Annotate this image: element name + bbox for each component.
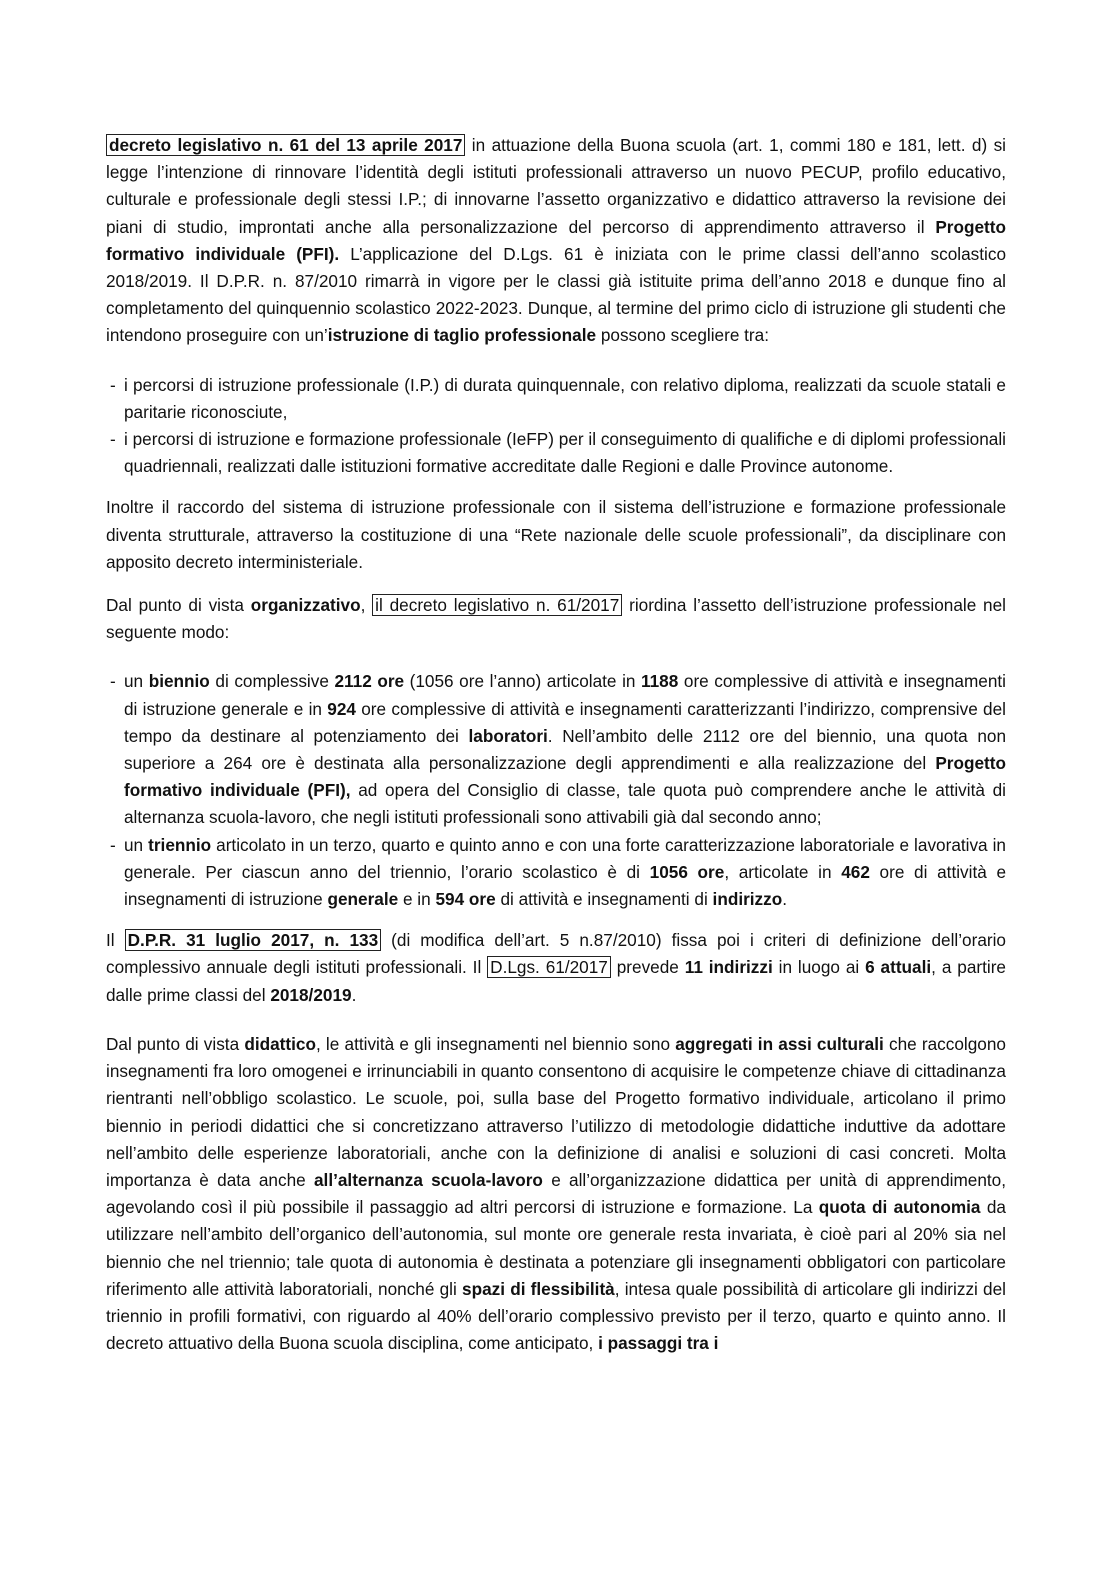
structure-list — [106, 668, 1006, 913]
list-item-triennio: - un triennio articolato in un terzo, quarto e quinto anno e con una forte caratterizzazione laboratoriale e lavorativa in generale. Per ciascun anno del triennio, l’orario scolastico è di 1056 ore, articolate in 462 ore di attività e insegnamenti di istruzione generale e in 594 ore di attività e insegnamenti di indirizzo. — [124, 832, 1006, 914]
options-list — [106, 372, 1006, 481]
boxed-reference: D.P.R. 31 luglio 2017, n. 133 — [125, 929, 381, 951]
paragraph-didattico: Dal punto di vista didattico, le attività e gli insegnamenti nel biennio sono aggregati in assi culturali che raccolgono insegnamenti fra loro omogenei e irrinunciabili in quanto consentono di acquisire le competenze chiave di cittadinanza rientranti nell’obbligo scolastico. Le scuole, poi, sulla base del Progetto formativo individuale, articolano il primo biennio in periodi didattici che si concretizzano attraverso l’utilizzo di metodologie didattiche induttive da adottare nell’ambito delle esperienze laboratoriali, anche con la definizione di analisi e soluzioni di casi concreti. Molta importanza è data anche all’alternanza scuola-lavoro e all’organizzazione didattica per unità di apprendimento, agevolando così il più possibile il passaggio ad altri percorsi di istruzione e formazione. La quota di autonomia da utilizzare nell’ambito dell’organico dell’autonomia, sul monte ore generale resta invariata, è cioè pari al 20% sia nel biennio che nel triennio; tale quota di autonomia è destinata a potenziare gli insegnamenti obbligatori con particolare riferimento alle attività laboratoriali, nonché gli spazi di flessibilità, intesa quale possibilità di articolare gli indirizzi del triennio in profili formativi, con riguardo al 40% dell’orario complessivo previsto per il terzo, quarto e quinto anno. Il decreto attuativo della Buona scuola disciplina, come anticipato, i passaggi tra i — [106, 1033, 1006, 1354]
boxed-reference: il decreto legislativo n. 61/2017 — [372, 594, 622, 616]
paragraph-intro: decreto legislativo n. 61 del 13 aprile 2017 in attuazione della Buona scuola (art. 1, commi 180 e 181, lett. d) si legge l’intenzione di rinnovare l’identità degli istituti professionali attraverso un nuovo PECUP, profilo educativo, culturale e professionale degli stessi I.P.; di innovarne l’assetto organizzativo e didattico attraverso la revisione dei piani di studio, improntati anche alla personalizzazione del percorso di apprendimento attraverso il Progetto formativo individuale (PFI). L’applicazione del D.Lgs. 61 è iniziata con le prime classi dell’anno scolastico 2018/2019. Il D.P.R. n. 87/2010 rimarrà in vigore per le classi già istituite prima dell’anno 2018 e dunque fino al completamento del quinquennio scolastico 2022-2023. Dunque, al termine del primo ciclo di istruzione gli studenti che intendono proseguire con un’istruzione di taglio professionale possono scegliere tra: — [106, 135, 1007, 346]
paragraph-dpr: Il D.P.R. 31 luglio 2017, n. 133 (di modifica dell’art. 5 n.87/2010) fissa poi i criteri di definizione dell’orario complessivo annuale degli istituti professionali. Il D.Lgs. 61/2017 prevede 11 indirizzi in luogo ai 6 attuali, a partire dalle prime classi del 2018/2019. — [106, 930, 1006, 1005]
list-item-biennio: - un biennio di complessive 2112 ore (1056 ore l’anno) articolate in 1188 ore complessive di attività e insegnamenti di istruzione generale e in 924 ore complessive di attività e insegnamenti caratterizzanti l’indirizzo, comprensive del tempo da destinare al potenziamento dei laboratori. Nell’ambito delle 2112 ore del biennio, una quota non superiore a 264 ore è destinata alla personalizzazione degli apprendimenti e alla realizzazione del Progetto formativo individuale (PFI), ad opera del Consiglio di classe, tale quota può comprendere anche le attività di alternanza scuola-lavoro, che negli istituti professionali sono attivabili già dal secondo anno; — [124, 668, 1006, 831]
list-item: - i percorsi di istruzione e formazione professionale (IeFP) per il conseguimento di qualifiche e di diplomi professionali quadriennali, realizzati dalle istituzioni formative accreditate dalle Regioni e dalle Province autonome. — [124, 426, 1006, 480]
list-item: - i percorsi di istruzione professionale (I.P.) di durata quinquennale, con relativo diploma, realizzati da scuole statali e paritarie riconosciute, — [124, 372, 1006, 426]
paragraph-organizzativo: Dal punto di vista organizzativo, il decreto legislativo n. 61/2017 riordina l’assetto dell’istruzione professionale nel seguente modo: — [106, 595, 1006, 643]
boxed-reference: decreto legislativo n. 61 del 13 aprile 2017 — [106, 134, 465, 156]
paragraph-rete: Inoltre il raccordo del sistema di istruzione professionale con il sistema dell’istruzione e formazione professionale diventa strutturale, attraverso la costituzione di una “Rete nazionale delle scuole professionali”, da disciplinare con apposito decreto interministeriale. — [106, 497, 1006, 572]
boxed-reference: D.Lgs. 61/2017 — [487, 956, 611, 978]
